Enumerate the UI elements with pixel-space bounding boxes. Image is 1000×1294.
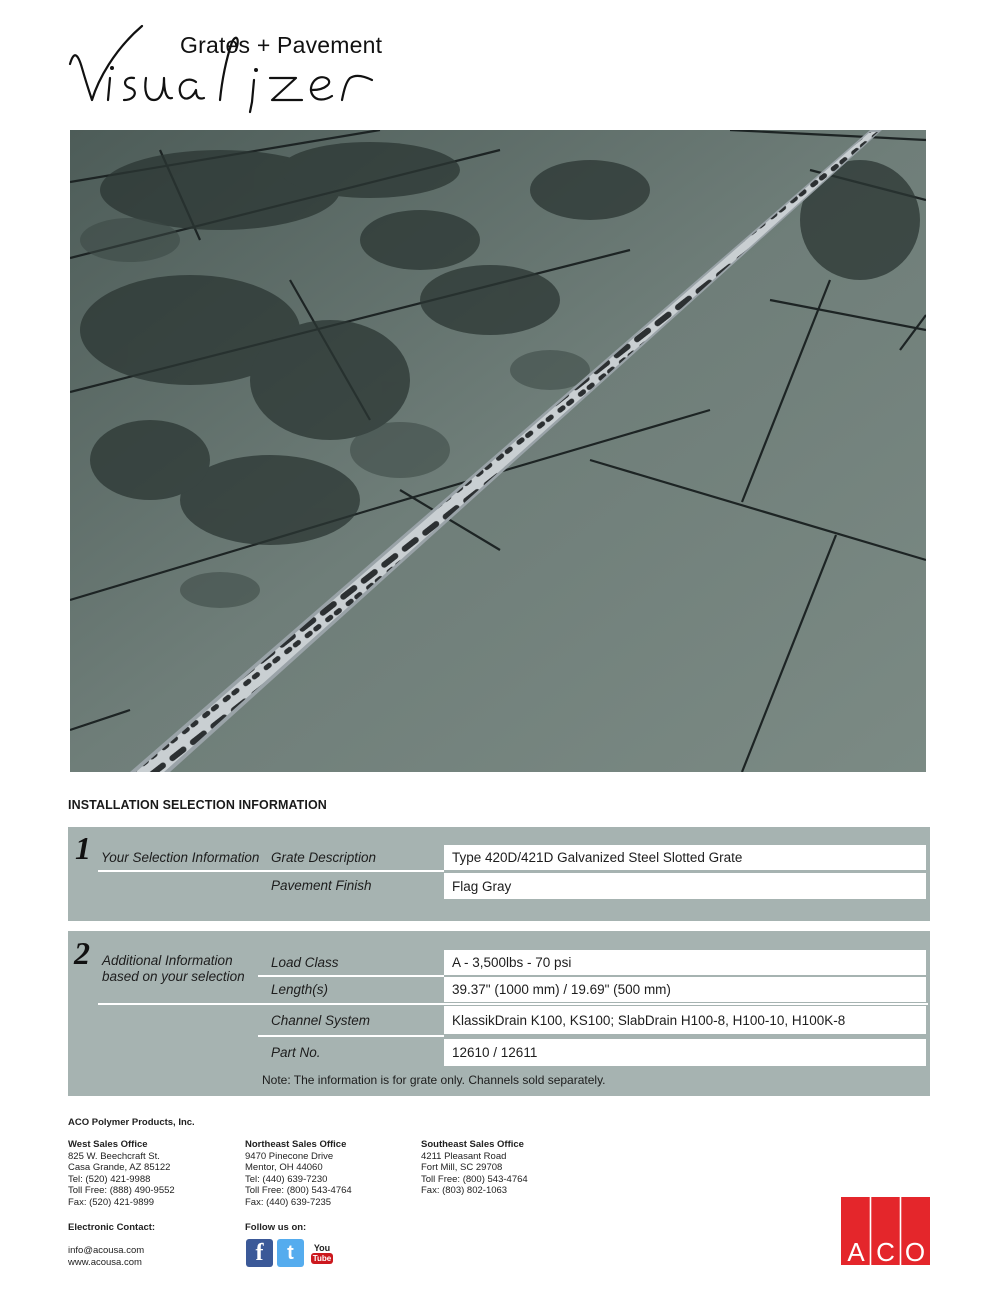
office-line: Fax: (803) 802-1063 bbox=[421, 1185, 508, 1197]
selection-heading: Your Selection Information bbox=[101, 850, 260, 865]
office-line: Fax: (440) 639-7235 bbox=[245, 1196, 332, 1208]
office-line: Tel: (520) 421-9988 bbox=[68, 1173, 151, 1185]
youtube-you-text: You bbox=[313, 1242, 331, 1253]
office-line: 825 W. Beechcraft St. bbox=[68, 1150, 160, 1162]
row-value-part-no: 12610 / 12611 bbox=[444, 1039, 926, 1066]
twitter-glyph: t bbox=[287, 1241, 294, 1264]
section-title: INSTALLATION SELECTION INFORMATION bbox=[68, 798, 327, 812]
office-west bbox=[68, 1139, 175, 1209]
office-line: Tel: (440) 639-7230 bbox=[245, 1173, 328, 1185]
step-number-1: 1 bbox=[75, 830, 91, 866]
svg-text:Visualizer: Visualizer bbox=[78, 90, 83, 91]
office-line: Fax: (520) 421-9899 bbox=[68, 1196, 155, 1208]
row-label-grate-description: Grate Description bbox=[271, 850, 377, 865]
facebook-icon[interactable] bbox=[246, 1239, 273, 1267]
aco-letter-c: C bbox=[876, 1237, 895, 1265]
row-value-load-class: A - 3,500lbs - 70 psi bbox=[444, 950, 926, 975]
aco-letter-a: A bbox=[847, 1237, 865, 1265]
row-label-pavement-finish: Pavement Finish bbox=[271, 878, 372, 893]
office-northeast bbox=[245, 1139, 352, 1209]
office-line: Casa Grande, AZ 85122 bbox=[68, 1162, 171, 1174]
office-line: 9470 Pinecone Drive bbox=[245, 1150, 334, 1162]
office-line: Toll Free: (800) 543-4764 bbox=[245, 1185, 352, 1197]
follow-label: Follow us on: bbox=[245, 1222, 307, 1233]
row-label-part-no: Part No. bbox=[271, 1045, 321, 1060]
row-divider bbox=[98, 1003, 928, 1005]
company-name: ACO Polymer Products, Inc. bbox=[68, 1117, 195, 1128]
step-number-2: 2 bbox=[74, 935, 90, 971]
twitter-icon[interactable] bbox=[277, 1239, 304, 1267]
youtube-icon[interactable] bbox=[308, 1239, 336, 1267]
header-subtitle: Grates + Pavement bbox=[180, 32, 383, 58]
row-divider bbox=[258, 1035, 444, 1037]
office-line: Fort Mill, SC 29708 bbox=[421, 1162, 503, 1174]
row-value-channel-system: KlassikDrain K100, KS100; SlabDrain H100-8, H100-10, H100K-8 bbox=[444, 1006, 926, 1034]
office-line: Toll Free: (888) 490-9552 bbox=[68, 1185, 175, 1197]
facebook-glyph: f bbox=[255, 1239, 264, 1266]
office-line: 4211 Pleasant Road bbox=[421, 1150, 507, 1162]
aco-letter-o: O bbox=[904, 1237, 926, 1265]
office-name: Southeast Sales Office bbox=[421, 1139, 524, 1150]
panel-note: Note: The information is for grate only. Channels sold separately. bbox=[262, 1073, 606, 1087]
office-name: West Sales Office bbox=[68, 1139, 148, 1150]
additional-heading-line1: Additional Information bbox=[102, 953, 233, 968]
contact-website[interactable]: www.acousa.com bbox=[68, 1257, 142, 1268]
row-label-lengths: Length(s) bbox=[271, 982, 329, 997]
contact-email[interactable]: info@acousa.com bbox=[68, 1245, 145, 1256]
visualizer-logo bbox=[64, 20, 394, 116]
office-line: Toll Free: (800) 543-4764 bbox=[421, 1173, 528, 1185]
row-value-grate-description: Type 420D/421D Galvanized Steel Slotted Grate bbox=[444, 845, 926, 870]
office-line: Mentor, OH 44060 bbox=[245, 1162, 323, 1174]
office-southeast bbox=[421, 1139, 528, 1197]
row-divider bbox=[258, 975, 444, 977]
additional-heading-line2: based on your selection bbox=[102, 969, 245, 984]
hero-image bbox=[70, 130, 926, 772]
office-name: Northeast Sales Office bbox=[245, 1139, 347, 1150]
row-divider bbox=[98, 870, 444, 872]
row-value-lengths: 39.37" (1000 mm) / 19.69" (500 mm) bbox=[444, 977, 926, 1002]
row-value-pavement-finish: Flag Gray bbox=[444, 873, 926, 899]
row-label-channel-system: Channel System bbox=[271, 1013, 371, 1028]
electronic-contact-label: Electronic Contact: bbox=[68, 1222, 156, 1233]
aco-logo bbox=[841, 1197, 930, 1265]
row-label-load-class: Load Class bbox=[271, 955, 339, 970]
youtube-tube-text: Tube bbox=[312, 1253, 332, 1263]
